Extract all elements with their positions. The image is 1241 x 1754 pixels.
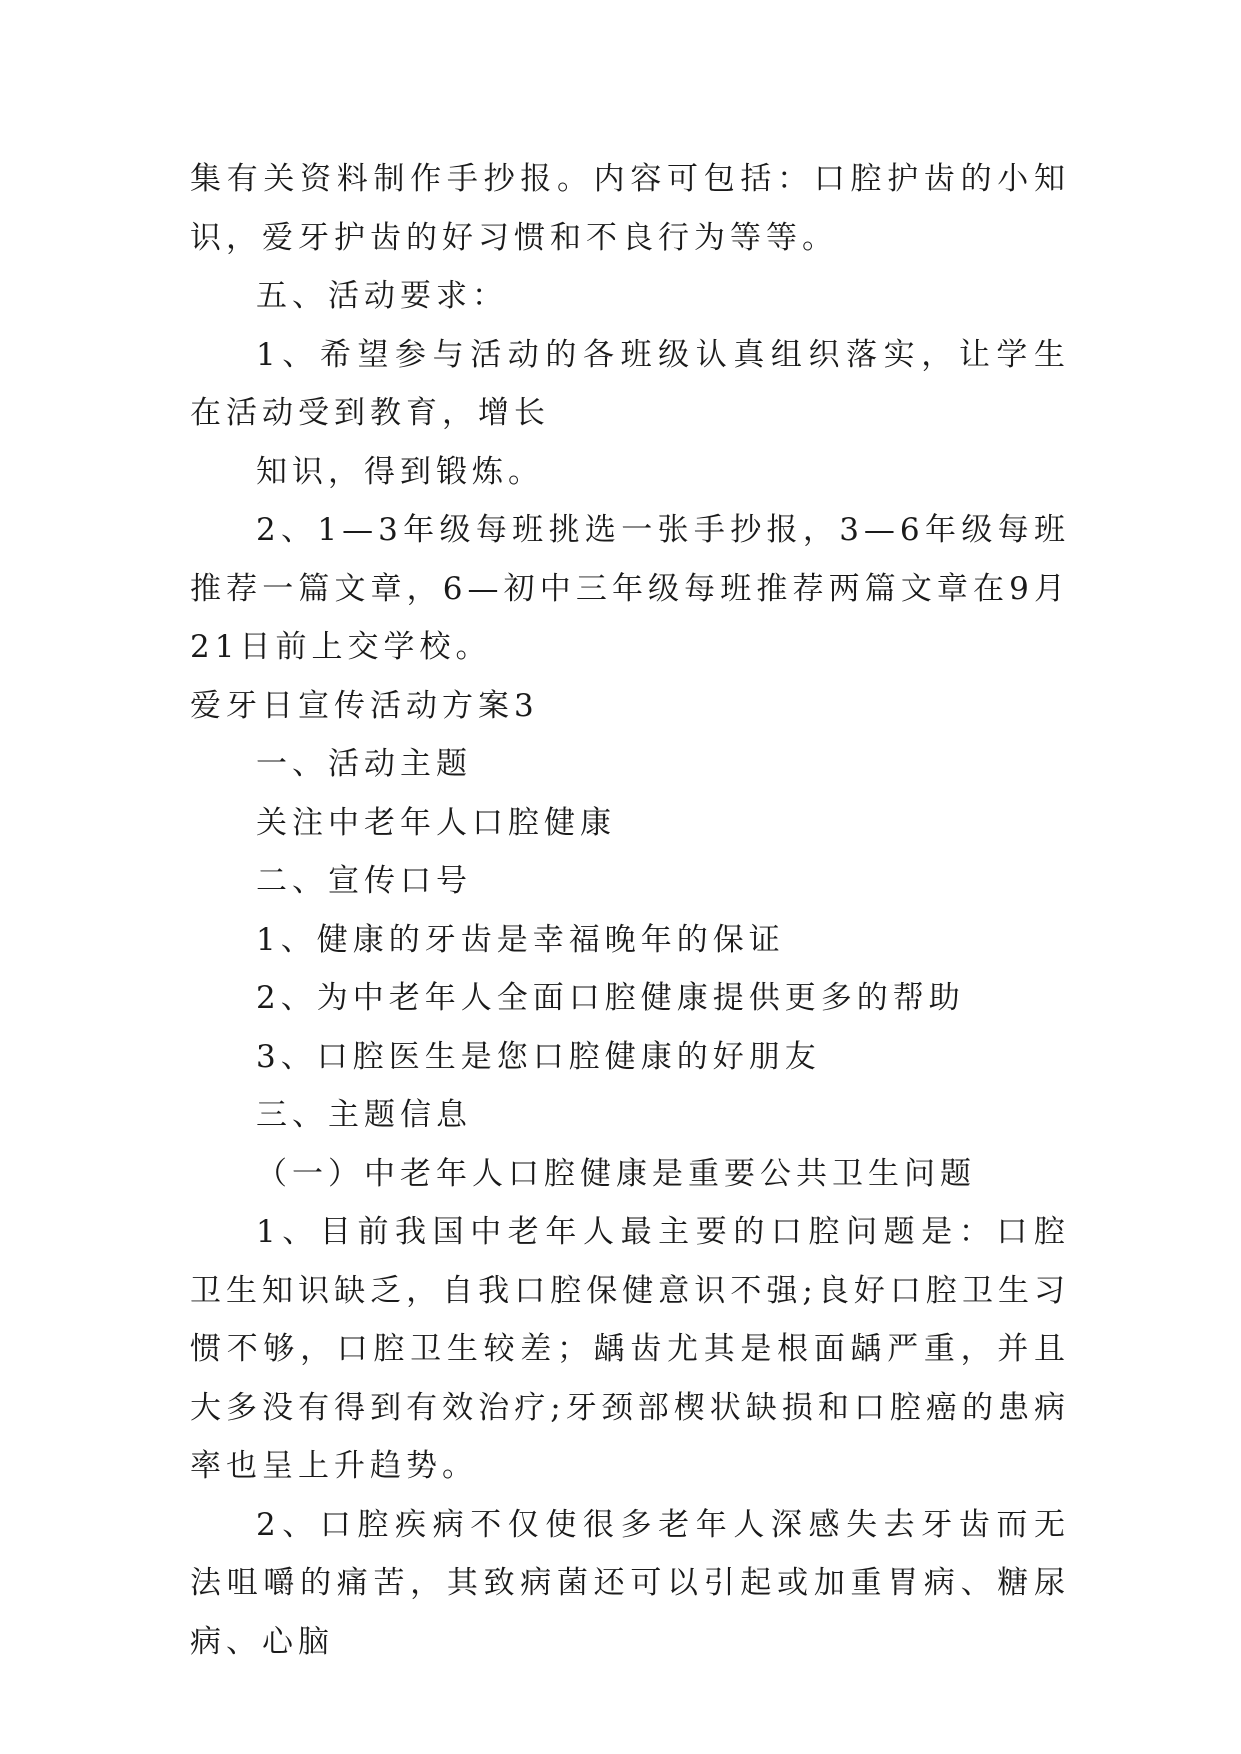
list-item: 3、口腔医生是您口腔健康的好朋友 — [256, 1038, 821, 1075]
list-item: 2、为中老年人全面口腔健康提供更多的帮助 — [256, 980, 965, 1016]
paragraph: 2、口腔疾病不仅使很多老年人深感失去牙齿而无法咀嚼的痛苦，其致病菌还可以引起或加重胃病、糖尿病、心脑 — [190, 1506, 1070, 1660]
paragraph: 关注中老年人口腔健康 — [256, 804, 616, 841]
paragraph: 知识，得到锻炼。 — [256, 453, 544, 490]
paragraph: 2、1—3年级每班挑选一张手抄报，3—6年级每班推荐一篇文章，6—初中三年级每班推荐两篇文章在9月21日前上交学校。 — [190, 512, 1070, 665]
section-heading: 三、主题信息 — [256, 1097, 472, 1133]
subsection-heading: （一）中老年人口腔健康是重要公共卫生问题 — [256, 1155, 976, 1192]
paragraph: 1、希望参与活动的各班级认真组织落实，让学生在活动受到教育，增长 — [190, 336, 1070, 431]
document-title: 爱牙日宣传活动方案3 — [190, 687, 539, 724]
section-heading: 一、活动主题 — [256, 746, 472, 782]
paragraph: 集有关资料制作手抄报。内容可包括：口腔护齿的小知识，爱牙护齿的好习惯和不良行为等等。 — [190, 161, 1070, 256]
list-item: 1、健康的牙齿是幸福晚年的保证 — [256, 921, 785, 958]
section-heading: 五、活动要求： — [256, 278, 508, 314]
section-heading: 二、宣传口号 — [256, 863, 472, 899]
paragraph: 1、目前我国中老年人最主要的口腔问题是：口腔卫生知识缺乏，自我口腔保健意识不强;良好口腔卫生习惯不够，口腔卫生较差；龋齿尤其是根面龋严重，并且大多没有得到有效治疗;牙颈部楔状缺损和口腔癌的患病率也呈上升趋势。 — [190, 1214, 1070, 1484]
document-body — [190, 150, 1070, 1671]
